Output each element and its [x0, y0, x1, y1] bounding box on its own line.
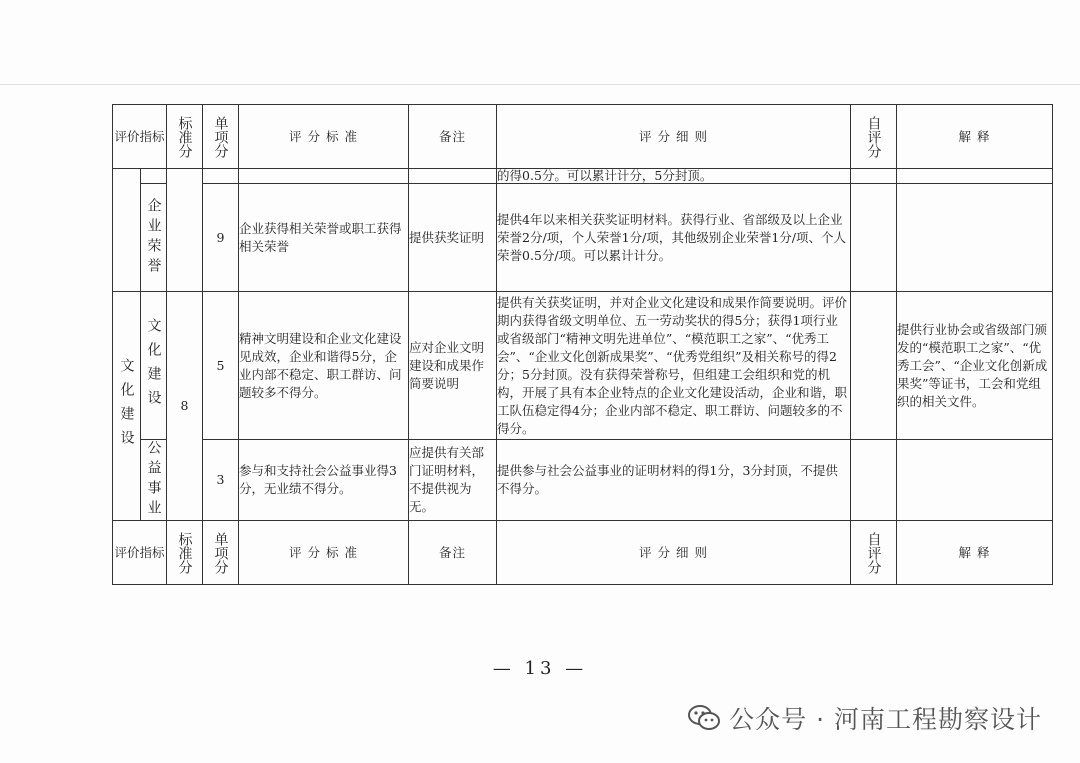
header-standard-score: 标准分 — [167, 105, 203, 169]
page-number: — 13 — — [492, 658, 588, 679]
cell-explain-welfare — [897, 440, 1053, 521]
header-self-score: 自评分 — [851, 105, 897, 169]
footer-header-criteria: 评 分 标 准 — [239, 521, 409, 585]
cell-self-welfare — [851, 440, 897, 521]
header-rules: 评 分 细 则 — [497, 105, 851, 169]
cell-score-culture: 5 — [203, 292, 239, 440]
footer-header-self-score: 自评分 — [851, 521, 897, 585]
watermark — [687, 700, 1042, 736]
table-row-welfare — [113, 440, 1053, 521]
footer-header-explanation: 解 释 — [897, 521, 1053, 585]
table-row-culture — [113, 292, 1053, 440]
cell-rules-culture: 提供有关获奖证明，并对企业文化建设和成果作简要说明。评价期内获得省级文明单位、五一劳动奖状的得5分；获得1项行业或省级部门“精神文明先进单位”、“模范职工之家”、“优秀工会”、“企业文化创新成果奖”、“优秀党组织”及相关称号的得2分；5分封顶。没有获得荣誉称号，但组建工会组织和党的机构，开展了具有本企业特点的企业文化建设活动，企业和谐，职工队伍稳定得4分；企业内部不稳定、职工群访、问题较多的不得分。 — [497, 292, 851, 440]
evaluation-table — [112, 104, 1053, 585]
cell-standard-blank — [167, 169, 203, 292]
cell-score-welfare: 3 — [203, 440, 239, 521]
cell-sub-blank — [141, 169, 167, 184]
cell-sub-welfare: 公益事业 — [141, 440, 167, 521]
table-footer-header-row — [113, 521, 1053, 585]
cell-criteria-blank — [239, 169, 409, 184]
footer-header-indicator: 评价指标 — [113, 521, 167, 585]
header-item-score: 单项分 — [203, 105, 239, 169]
cell-note-blank — [409, 169, 497, 184]
table-row-carry — [113, 169, 1053, 184]
cell-score-honor: 9 — [203, 184, 239, 292]
cell-rules-honor: 提供4年以来相关获奖证明材料。获得行业、省部级及以上企业荣誉2分/项，个人荣誉1分/项，其他级别企业荣誉1分/项、个人荣誉0.5分/项。可以累计计分。 — [497, 184, 851, 292]
footer-header-standard-score: 标准分 — [167, 521, 203, 585]
cell-category-blank — [113, 169, 141, 292]
cell-criteria-honor: 企业获得相关荣誉或职工获得相关荣誉 — [239, 184, 409, 292]
cell-self-blank — [851, 169, 897, 184]
cell-criteria-culture: 精神文明建设和企业文化建设见成效，企业和谐得5分，企业内部不稳定、职工群访、问题较多不得分。 — [239, 292, 409, 440]
scan-edge-line — [0, 84, 1080, 85]
footer-header-note: 备注 — [409, 521, 497, 585]
cell-standard-culture: 8 — [167, 292, 203, 521]
cell-sub-honor: 企业荣誉 — [141, 184, 167, 292]
cell-rules-carry: 的得0.5分。可以累计计分，5分封顶。 — [497, 169, 851, 184]
header-criteria: 评 分 标 准 — [239, 105, 409, 169]
cell-self-honor — [851, 184, 897, 292]
table-header-row — [113, 105, 1053, 169]
wechat-icon — [687, 704, 721, 732]
footer-header-rules: 评 分 细 则 — [497, 521, 851, 585]
header-indicator: 评价指标 — [113, 105, 167, 169]
header-explanation: 解 释 — [897, 105, 1053, 169]
cell-rules-welfare: 提供参与社会公益事业的证明材料的得1分，3分封顶，不提供不得分。 — [497, 440, 851, 521]
table-row-honor — [113, 184, 1053, 292]
cell-explain-culture: 提供行业协会或省级部门颁发的“模范职工之家”、“优秀工会”、“企业文化创新成果奖”等证书，工会和党组织的相关文件。 — [897, 292, 1053, 440]
cell-sub-culture: 文化建设 — [141, 292, 167, 440]
cell-note-honor: 提供获奖证明 — [409, 184, 497, 292]
cell-explain-honor — [897, 184, 1053, 292]
watermark-text: 公众号 · 河南工程勘察设计 — [729, 705, 1042, 734]
cell-explain-blank — [897, 169, 1053, 184]
cell-category-culture: 文化建设 — [113, 292, 141, 521]
cell-criteria-welfare: 参与和支持社会公益事业得3分，无业绩不得分。 — [239, 440, 409, 521]
header-note: 备注 — [409, 105, 497, 169]
cell-note-welfare: 应提供有关部门证明材料，不提供视为无。 — [409, 440, 497, 521]
cell-score-blank — [203, 169, 239, 184]
cell-self-culture — [851, 292, 897, 440]
footer-header-item-score: 单项分 — [203, 521, 239, 585]
cell-note-culture: 应对企业文明建设和成果作简要说明 — [409, 292, 497, 440]
